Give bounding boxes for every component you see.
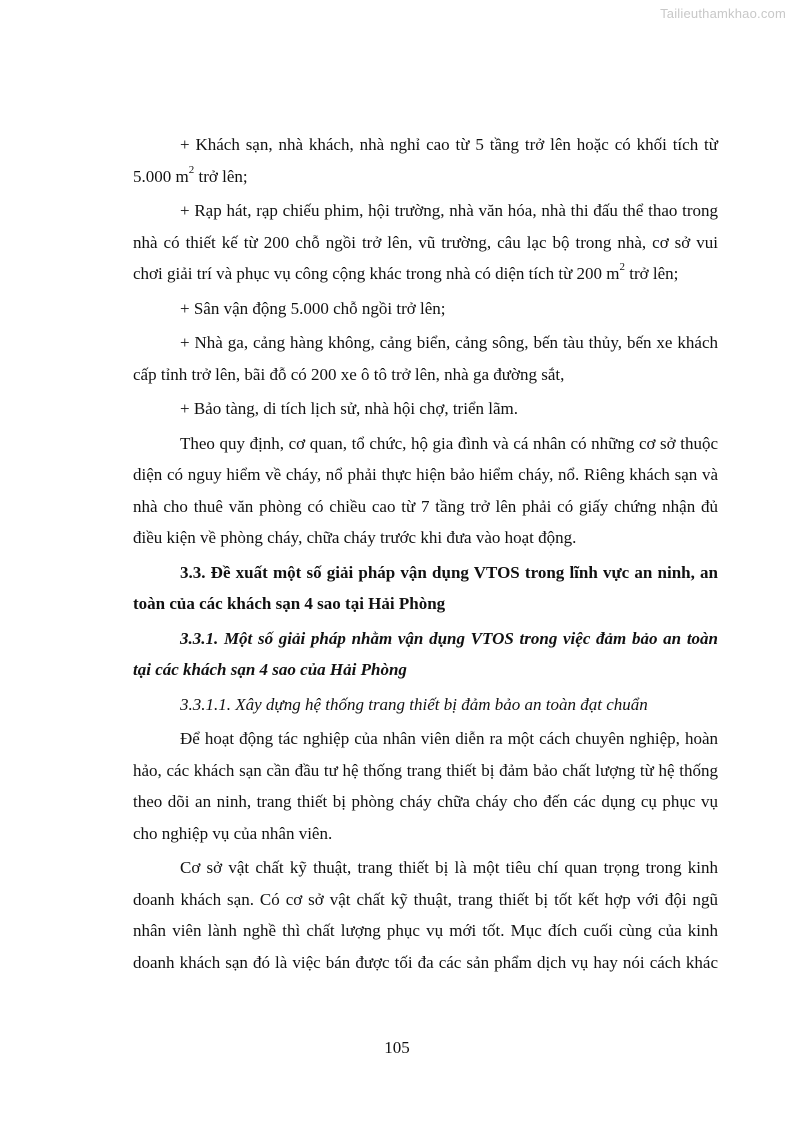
section-heading-3-3-1: 3.3.1. Một số giải pháp nhằm vận dụng VTOS trong việc đảm bảo an toàn tại các khách sạn 4 sao của Hải Phòng bbox=[133, 628, 718, 679]
watermark: Tailieuthamkhao.com bbox=[660, 6, 786, 21]
paragraph-theaters: + Rạp hát, rạp chiếu phim, hội trường, nhà văn hóa, nhà thi đấu thể thao trong nhà có thiết kế từ 200 chỗ ngồi trở lên, vũ trường, câu lạc bộ trong nhà, cơ sở vui chơi giải trí và phục vụ công cộng khác trong nhà có diện tích từ 200 $m^2$ trở lên; bbox=[133, 201, 718, 283]
paragraph-stadium: + Sân vận động 5.000 chỗ ngồi trở lên; bbox=[180, 298, 446, 318]
section-heading-3-3: 3.3. Đề xuất một số giải pháp vận dụng VTOS trong lĩnh vực an ninh, an toàn của các khách sạn 4 sao tại Hải Phòng bbox=[133, 562, 718, 613]
paragraph-equipment: Để hoạt động tác nghiệp của nhân viên diễn ra một cách chuyên nghiệp, hoàn hảo, các khách sạn cần đầu tư hệ thống trang thiết bị đảm bảo chất lượng từ hệ thống theo dõi an ninh, trang thiết bị phòng cháy chữa cháy cho đến các dụng cụ phục vụ cho nghiệp vụ của nhân viên. bbox=[133, 729, 718, 843]
paragraph-hotels: + Khách sạn, nhà khách, nhà nghỉ cao từ 5 tầng trở lên hoặc có khối tích từ 5.000 $m^2$ trở lên; bbox=[133, 135, 718, 186]
page-number: 105 bbox=[384, 1038, 410, 1057]
section-heading-3-3-1-1: 3.3.1.1. Xây dựng hệ thống trang thiết bị đảm bảo an toàn đạt chuẩn bbox=[180, 694, 648, 714]
paragraph-museum: + Bảo tàng, di tích lịch sử, nhà hội chợ, triển lãm. bbox=[180, 399, 518, 418]
paragraph-transport: + Nhà ga, cảng hàng không, cảng biển, cảng sông, bến tàu thủy, bến xe khách cấp tỉnh trở lên, bãi đỗ có 200 xe ô tô trở lên, nhà ga đường sắt, bbox=[133, 333, 718, 384]
document-body bbox=[133, 129, 718, 981]
paragraph-regulation: Theo quy định, cơ quan, tổ chức, hộ gia đình và cá nhân có những cơ sở thuộc diện có nguy hiểm về cháy, nổ phải thực hiện bảo hiểm cháy, nổ. Riêng khách sạn và nhà cho thuê văn phòng có chiều cao từ 7 tầng trở lên phải có giấy chứng nhận đủ điều kiện về phòng cháy, chữa cháy trước khi đưa vào hoạt động. bbox=[133, 433, 718, 547]
paragraph-facilities: Cơ sở vật chất kỹ thuật, trang thiết bị là một tiêu chí quan trọng trong kinh doanh khách sạn. Có cơ sở vật chất kỹ thuật, trang thiết bị tốt kết hợp với đội ngũ nhân viên lành nghề thì chất lượng phục vụ mới tốt. Mục đích cuối cùng của kinh doanh khách sạn đó là việc bán được tối đa các sản phẩm dịch vụ hay nói cách khác bbox=[133, 858, 718, 972]
